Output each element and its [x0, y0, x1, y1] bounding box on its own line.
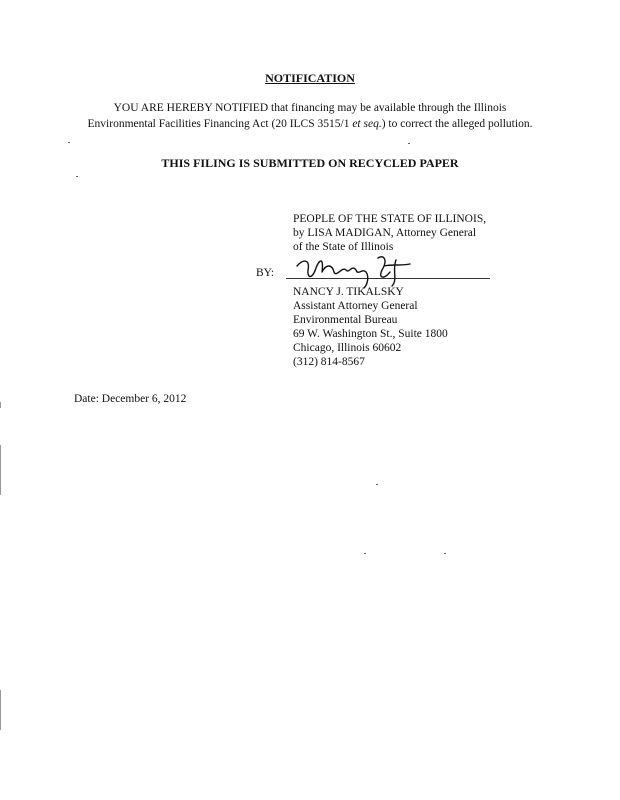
author-name: NANCY J. TIKALSKY — [293, 286, 404, 298]
notification-line-1: YOU ARE HEREBY NOTIFIED that financing may be available through the Illinois — [113, 102, 507, 114]
et-seq-italic: et seq. — [352, 118, 382, 130]
party-name: PEOPLE OF THE STATE OF ILLINOIS, — [293, 213, 487, 225]
party-block — [293, 212, 486, 254]
address-street: 69 W. Washington St., Suite 1800 — [293, 328, 448, 340]
scan-edge-mark — [0, 402, 1, 408]
author-title: Assistant Attorney General — [293, 300, 418, 312]
handwritten-signature — [292, 250, 412, 290]
scan-speck — [364, 553, 366, 554]
phone-number: (312) 814-8567 — [293, 356, 365, 368]
scan-speck — [444, 553, 446, 554]
notification-title: NOTIFICATION — [265, 71, 355, 85]
notification-line-2-end: ) to correct the alleged pollution. — [381, 118, 533, 130]
scan-speck — [408, 143, 410, 144]
notification-line-2-start: Environmental Facilities Financing Act (20 ILCS 3515/1 — [87, 118, 353, 130]
date-line: Date: December 6, 2012 — [74, 393, 187, 405]
scan-speck — [76, 176, 78, 177]
scan-edge-mark — [0, 445, 1, 495]
scan-edge-mark — [0, 690, 1, 730]
scan-speck — [376, 484, 378, 485]
author-block — [293, 285, 448, 369]
notification-line-2 — [60, 116, 560, 132]
notification-body — [60, 100, 560, 132]
by-label: BY: — [256, 267, 275, 279]
state-line: of the State of Illinois — [293, 241, 394, 253]
attorney-general-line: by LISA MADIGAN, Attorney General — [293, 227, 477, 239]
scan-speck — [68, 142, 70, 143]
author-bureau: Environmental Bureau — [293, 314, 398, 326]
recycled-paper-notice: THIS FILING IS SUBMITTED ON RECYCLED PAPER — [161, 156, 459, 170]
address-city: Chicago, Illinois 60602 — [293, 342, 402, 354]
